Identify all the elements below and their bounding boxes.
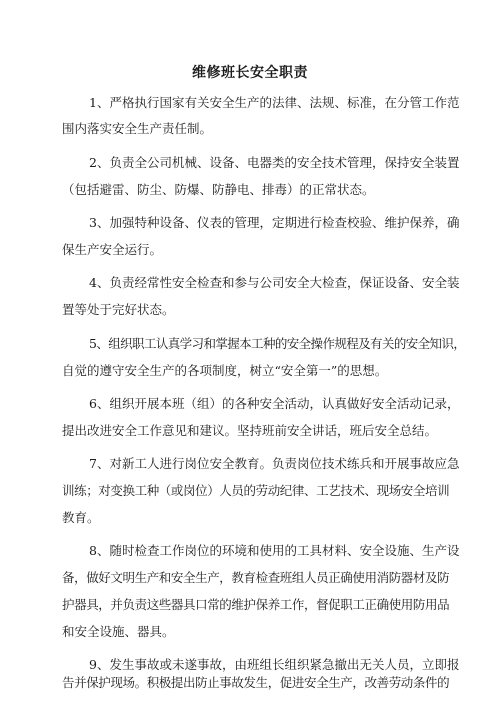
- paragraph-line: 教育。: [62, 510, 100, 525]
- paragraph-line: 6、组织开展本班（组）的各种安全活动，认真做好安全活动记录，: [89, 396, 460, 411]
- paragraph-line: 围内落实安全生产责任制。: [62, 121, 213, 136]
- paragraph-line: 3、加强特种设备、仪表的管理，定期进行检查校验、维护保养，确: [89, 215, 460, 230]
- paragraph-line: 训练；对变换工种（或岗位）人员的劳动纪律、工艺技术、现场安全培训: [62, 483, 450, 498]
- paragraph-line: 提出改进安全工作意见和建议。坚持班前安全讲话，班后安全总结。: [62, 423, 438, 438]
- paragraph-line: 5、组织职工认真学习和掌握本工种的安全操作规程及有关的安全知识，: [89, 336, 466, 351]
- paragraph-line: 9、发生事故或未遂事故，由班组长组织紧急撤出无关人员，立即报: [89, 657, 460, 672]
- paragraph-line: 4、负责经常性安全检查和参与公司安全大检查，保证设备、安全装: [89, 275, 460, 290]
- paragraph-line: 和安全设施、器具。: [62, 624, 175, 639]
- paragraph-line: 告并保护现场。积极提出防止事故发生，促进安全生产，改善劳动条件的: [62, 675, 450, 690]
- paragraph-line: 备，做好文明生产和安全生产，教育检查班组人员正确使用消防器材及防: [62, 570, 450, 585]
- paragraph-line: 1、严格执行国家有关安全生产的法律、法规、标准，在分管工作范: [89, 95, 460, 110]
- paragraph-line: 护器具，并负责这些器具口常的维护保养工作，督促职工正确使用防用品: [62, 597, 450, 612]
- paragraph-line: （包括避雷、防尘、防爆、防静电、排毒）的正常状态。: [62, 182, 375, 197]
- paragraph-line: 保生产安全运行。: [62, 242, 163, 257]
- paragraph-line: 2、负责全公司机械、设备、电器类的安全技术管理，保持安全装置: [89, 155, 460, 170]
- paragraph-line: 自觉的遵守安全生产的各项制度，树立“安全第一”的思想。: [62, 363, 388, 378]
- paragraph-line: 置等处于完好状态。: [62, 302, 175, 317]
- document-title: 维修班长安全职责: [192, 65, 308, 81]
- paragraph-line: 8、随时检查工作岗位的环境和使用的工具材料、安全设施、生产设: [89, 543, 460, 558]
- paragraph-line: 7、对新工人进行岗位安全教育。负责岗位技术练兵和开展事故应急: [89, 456, 460, 471]
